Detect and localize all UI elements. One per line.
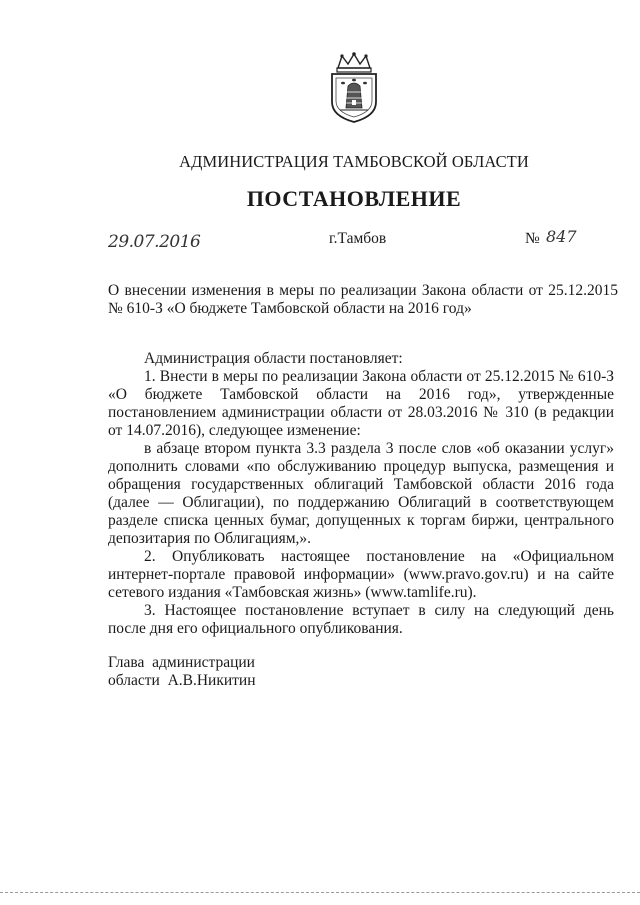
number-sign: № [525,230,540,247]
document-subject: О внесении изменения в меры по реализации Закона области от 25.12.2015 № 610-З «О бюджете Тамбовской области на 2016 год» [108,282,618,317]
document-number: 847 [546,227,577,246]
document-body [108,350,614,638]
body-paragraph: 1. Внести в меры по реализации Закона области от 25.12.2015 № 610-З «О бюджете Тамбовской области на 2016 год», утвержденные постановлением администрации области от 28.03.2016 № 310 (в редакции от 14.07.2016), следующее изменение: [108,368,614,439]
page-bottom-rule [0,892,640,893]
body-paragraph: 2. Опубликовать настоящее постановление на «Официальном интернет-портале правовой информации» (www.pravo.gov.ru) и на сайте сетевого издания «Тамбовская жизнь» (www.tamlife.ru). [108,548,614,601]
body-paragraph: в абзаце втором пункта 3.3 раздела 3 после слов «об оказании услуг» дополнить словами «по обслуживанию процедур выпуска, размещения и обращения государственных облигаций Тамбовской области 2016 года (далее — Облигации), по поддержанию Облигаций в соответствующем разделе списка ценных бумаг, допущенных к торгам биржи, центрального депозитария по Облигациям,». [108,440,614,547]
document-city: г.Тамбов [329,230,387,247]
signature-title: Глава администрации [108,654,255,671]
organization-title: АДМИНИСТРАЦИЯ ТАМБОВСКОЙ ОБЛАСТИ [179,152,529,171]
signature-name: области А.В.Никитин [108,672,256,689]
document-type-heading: ПОСТАНОВЛЕНИЕ [246,186,462,211]
document-date: 29.07.2016 [108,232,201,252]
body-paragraph: 3. Настоящее постановление вступает в силу на следующий день после дня его официального опубликования. [108,602,614,637]
coat-of-arms-icon [324,50,384,126]
signature-block [108,654,256,690]
body-paragraph: Администрация области постановляет: [144,350,403,367]
